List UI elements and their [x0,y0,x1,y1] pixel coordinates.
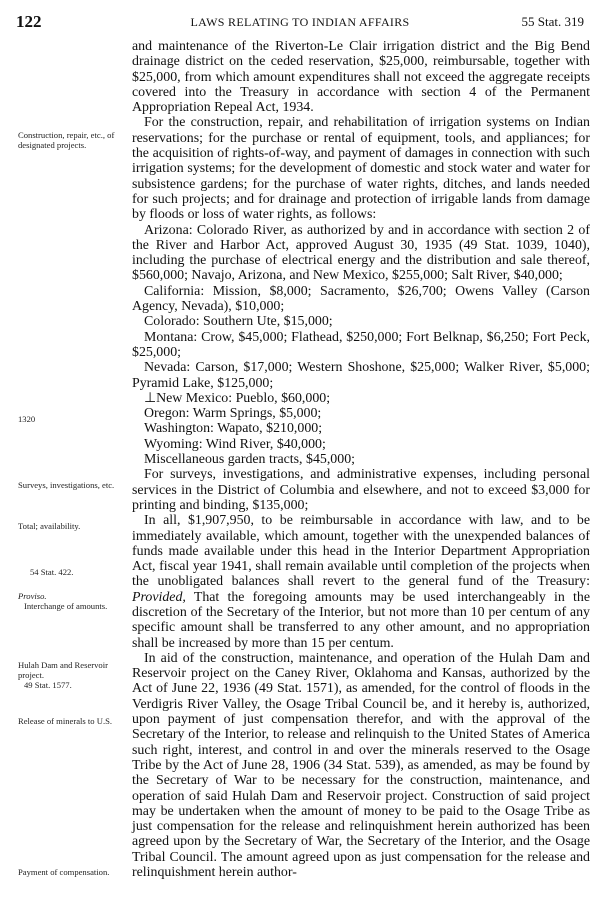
margin-page-marker: 1320 [18,414,36,424]
margin-note-surveys: Surveys, investigations, etc. [18,480,115,490]
interchange-label: Interchange of amounts. [24,601,108,611]
paragraph-new-mexico: ⊥New Mexico: Pueblo, $60,000; [144,390,331,406]
margin-note-hulah [18,660,118,690]
margin-note-release: Release of minerals to U.S. [18,716,113,726]
running-title: LAWS RELATING TO INDIAN AFFAIRS [190,15,410,29]
paragraph-washington: Washington: Wapato, $210,000; [144,421,323,437]
page-number: 122 [16,12,42,31]
paragraph-hulah: In aid of the construction, maintenance, and operation of the Hulah Dam and Reservoir project on the Caney River, Oklahoma and Kansas, authorized by the Act of June 22, 1936 (49 Stat. 1571), as amended, for the control of floods in the Verdigris River Valley, the Osage Tribal Council be, and it hereby is, authorized, upon payment of just compensation therefor, and with the approval of the Secretary of the Interior, to release and relinquish to the United States of America such right, interest, and control in and over the minerals reserved to the Osage Tribe by the Act of June 28, 1906 (34 Stat. 539), as amended, as may be found by the Secretary of War to be necessary for the construction, maintenance, and operation of said Hulah Dam and Reservoir project. Construction of said project may be undertaken when the amount of money to be paid to the Osage Tribe as just compensation for the release and relinquishment herein authorized has been agreed upon by the Secretary of War, the Secretary of the Interior, and the Osage Tribal Council. The amount agreed upon as just compensation for the release and relinquishment herein author- [132,650,590,881]
paragraph-continuation: and maintenance of the Riverton-Le Clair irrigation district and the Big Bend drainage district on the ceded reservation, $25,000, reimbursable, together with $25,000, from which amount expenditures shall not exceed the aggregate receipts covered into the Treasury in accordance with section 4 of the Permanent Appropriation Repeal Act, 1934. [132,39,590,116]
margin-note-proviso [18,591,118,611]
paragraph-oregon: Oregon: Warm Springs, $5,000; [144,406,322,422]
paragraph-total [132,513,590,651]
proviso-word: Provided, [132,589,186,605]
margin-note-total: Total; availability. [18,521,81,531]
main-text [132,39,590,880]
statute-reference: 55 Stat. 319 [521,14,584,29]
paragraph-california: California: Mission, $8,000; Sacramento, $26,700; Owens Valley (Carson Agency, Nevada), $10,000; [132,283,590,315]
total-text: In all, $1,907,950, to be reimbursable in accordance with law, and to be immediately available, which amount, together with the unexpended balances of funds made available under this head in the Interior Department Appropriation Act, fiscal year 1941, shall remain available until completion of the projects when the unobligated balances shall revert to the general fund of the Treasury: [132,513,590,590]
paragraph-arizona: Arizona: Colorado River, as authorized by and in accordance with section 2 of the River and Harbor Act, approved August 30, 1935 (49 Stat. 1039, 1040), including the purchase of electrical energy and the distribution and sale thereof, $560,000; Navajo, Arizona, and New Mexico, $255,000; Salt River, $40,000; [132,222,590,284]
margin-note-construction: Construction, repair, etc., of designated projects. [18,130,115,150]
paragraph-nevada: Nevada: Carson, $17,000; Western Shoshone, $25,000; Walker River, $5,000; Pyramid Lake, $125,000; [132,360,590,391]
paragraph-garden-tracts: Miscellaneous garden tracts, $45,000; [144,452,356,468]
page-header [0,12,600,34]
proviso-label: Proviso. [18,591,47,601]
hulah-stat: 49 Stat. 1577. [24,680,72,690]
paragraph-construction: For the construction, repair, and rehabilitation of irrigation systems on Indian reservations; for the purchase or rental of equipment, tools, and appliances; for the acquisition of rights-of-way, and payment of damages in connection with such irrigation systems; for the development of domestic and stock water and water for subsistence gardens; for the purchase of water rights, ditches, and lands needed for such projects; and for drainage and protection of irrigable lands from damage by floods or loss of water rights, as follows: [132,115,590,223]
paragraph-colorado: Colorado: Southern Ute, $15,000; [144,314,333,330]
margin-note-payment: Payment of compensation. [18,867,110,877]
proviso-text: That the foregoing amounts may be used interchangeably in the discretion of the Secretary of the Interior, but not more than 10 per centum of any specific amount shall be transferred to any other amount, and no appropriation shall be increased by more than 15 per centum. [132,589,590,651]
paragraph-surveys: For surveys, investigations, and administrative expenses, including personal services in the District of Columbia and elsewhere, and not to exceed $3,000 for printing and binding, $135,000; [132,467,590,513]
hulah-label: Hulah Dam and Reservoir project. [18,660,108,680]
paragraph-montana: Montana: Crow, $45,000; Flathead, $250,000; Fort Belknap, $6,250; Fort Peck, $25,000; [132,329,590,360]
margin-note-stat-422: 54 Stat. 422. [30,567,74,577]
paragraph-wyoming: Wyoming: Wind River, $40,000; [144,436,326,452]
